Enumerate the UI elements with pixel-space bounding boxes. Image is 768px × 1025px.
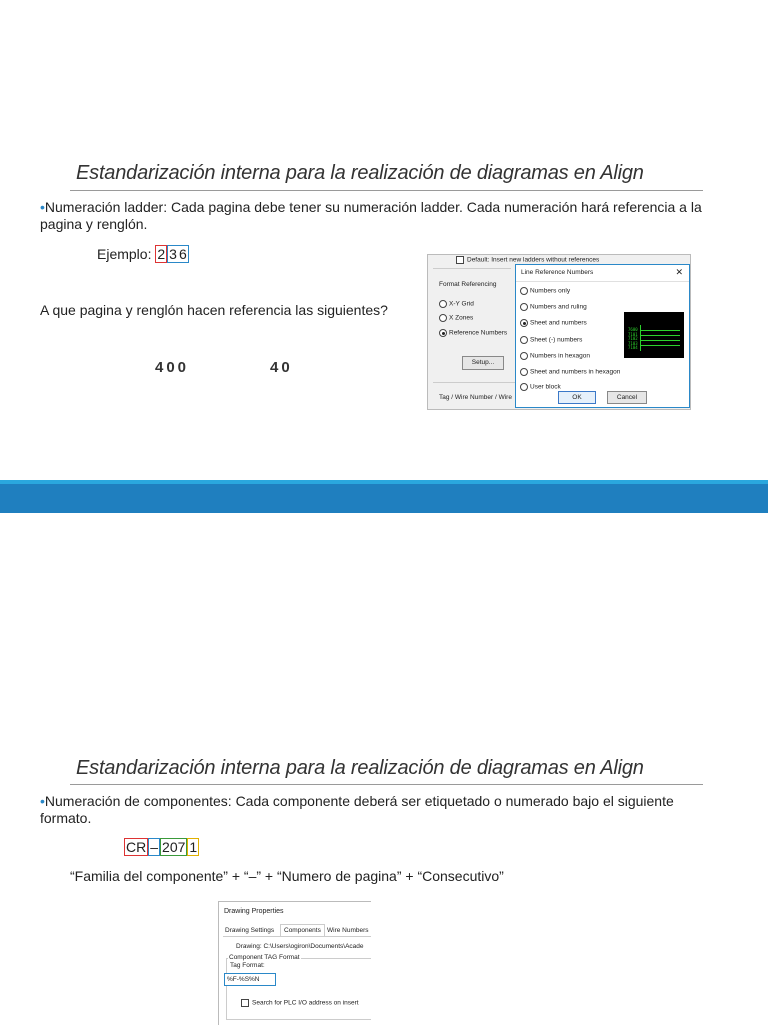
preview-rail: [640, 325, 641, 351]
option-xy-grid[interactable]: X-Y Grid: [439, 300, 474, 308]
consecutive-box: 1: [189, 839, 198, 855]
line-reference-dialog: [515, 264, 690, 408]
slide-2-title: Estandarización interna para la realización de diagramas en Align: [76, 757, 644, 779]
dash-box: –: [150, 839, 159, 855]
separator-strip: [0, 480, 768, 484]
setup-button[interactable]: Setup...: [462, 356, 504, 370]
close-icon[interactable]: ✕: [675, 267, 683, 277]
preview-rung: [640, 330, 680, 331]
default-checkbox[interactable]: [456, 256, 464, 264]
slide-separator-band: [0, 480, 768, 513]
tab-components[interactable]: Components: [280, 924, 325, 936]
dialog-titlebar: [516, 265, 689, 282]
plc-search-checkbox[interactable]: [241, 999, 249, 1007]
tag-example: [124, 838, 199, 856]
radio-icon[interactable]: [439, 314, 447, 322]
title-rule: [70, 190, 703, 191]
drawing-path: Drawing: C:\Users\ogiron\Documents\Acade: [236, 943, 364, 950]
radio-icon[interactable]: [520, 383, 528, 391]
radio-selected-icon[interactable]: [520, 319, 528, 327]
format-separator: [433, 268, 511, 269]
example-page-digit: 2: [157, 246, 166, 262]
family-box: CR: [126, 839, 147, 855]
tag-wire-label: Tag / Wire Number / Wire: [439, 394, 512, 401]
slide-2: [0, 513, 768, 1024]
popup-option-5[interactable]: Numbers in hexagon: [520, 352, 590, 360]
slide-1-title: Estandarización interna para la realización de diagramas en Align: [76, 162, 644, 184]
option-reference-numbers[interactable]: Reference Numbers: [439, 329, 507, 337]
radio-icon[interactable]: [520, 303, 528, 311]
format-referencing-label: Format Referencing: [439, 281, 497, 288]
properties-title: Drawing Properties: [224, 908, 284, 915]
popup-option-4[interactable]: Sheet (-) numbers: [520, 336, 582, 344]
popup-option-1[interactable]: Numbers only: [520, 287, 570, 295]
cancel-button[interactable]: Cancel: [607, 391, 647, 404]
slide-1: [0, 0, 768, 480]
plc-search-row[interactable]: Search for PLC I/O address on insert: [241, 999, 359, 1007]
preview-rung: [640, 340, 680, 341]
tab-wire-numbers[interactable]: Wire Numbers: [327, 927, 369, 934]
ladder-preview: [624, 312, 684, 358]
tag-format-input[interactable]: %F-%S%N: [224, 973, 276, 986]
popup-option-3[interactable]: Sheet and numbers: [520, 319, 587, 327]
popup-option-2[interactable]: Numbers and ruling: [520, 303, 587, 311]
radio-icon[interactable]: [520, 352, 528, 360]
bullet-icon: •: [40, 793, 45, 809]
format-formula: “Familia del componente” + “–” + “Numero de pagina” + “Consecutivo”: [70, 868, 504, 884]
tab-bar: [223, 924, 371, 937]
group-label: Component TAG Format: [229, 954, 300, 961]
radio-icon[interactable]: [520, 287, 528, 295]
components-bullet: [40, 793, 700, 827]
ladder-bullet: [40, 199, 740, 233]
example-row-digit-2: 6: [178, 246, 187, 262]
default-checkbox-row[interactable]: Default: Insert new ladders without references: [456, 256, 599, 264]
drawing-properties-screenshot: [218, 901, 371, 1025]
example-row: [97, 245, 189, 263]
tab-drawing-settings[interactable]: Drawing Settings: [225, 927, 275, 934]
example-label: Ejemplo:: [97, 246, 152, 262]
option-x-zones[interactable]: X Zones: [439, 314, 473, 322]
title-rule: [70, 784, 703, 785]
tag-format-label: Tag Format:: [230, 962, 265, 969]
preview-labels: 7600 7101 7102 7103 7104: [628, 327, 638, 351]
radio-icon[interactable]: [520, 336, 528, 344]
bullet-icon: •: [40, 199, 45, 215]
question-text: A que pagina y renglón hacen referencia las siguientes?: [40, 302, 388, 318]
value-40: 40: [270, 359, 293, 376]
radio-icon[interactable]: [439, 300, 447, 308]
popup-option-7[interactable]: User block: [520, 383, 561, 391]
dialog-title: Line Reference Numbers: [521, 269, 594, 276]
line-reference-screenshot: [427, 254, 691, 410]
bottom-separator: [433, 382, 515, 383]
preview-rung: [640, 345, 680, 346]
page-box: 207: [162, 839, 186, 855]
radio-icon[interactable]: [520, 368, 528, 376]
example-row-digit-1: 3: [169, 246, 177, 262]
components-bullet-text: Numeración de componentes: Cada componente deberá ser etiquetado o numerado bajo el siguiente formato.: [40, 793, 674, 826]
ladder-bullet-text: Numeración ladder: Cada pagina debe tener su numeración ladder. Cada numeración hará referencia a la pagina y renglón.: [40, 199, 702, 232]
radio-selected-icon[interactable]: [439, 329, 447, 337]
value-400: 400: [155, 359, 190, 376]
ok-button[interactable]: OK: [558, 391, 596, 404]
popup-option-6[interactable]: Sheet and numbers in hexagon: [520, 368, 620, 376]
preview-rung: [640, 335, 680, 336]
